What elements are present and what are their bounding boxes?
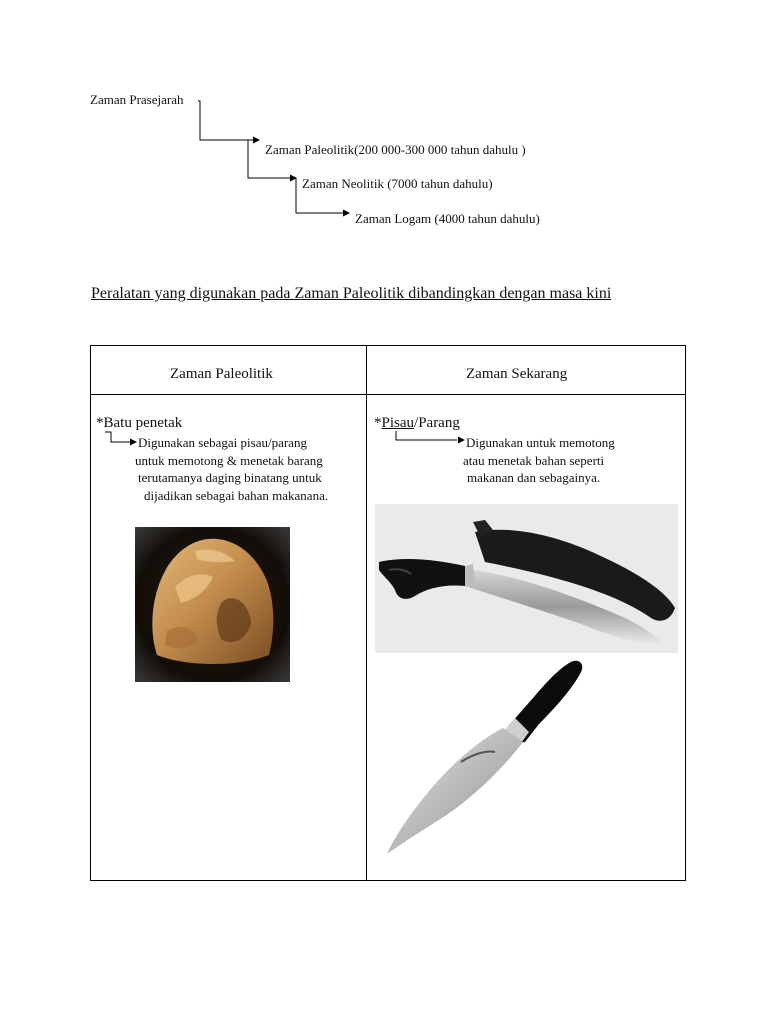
- timeline-connectors: [0, 0, 768, 260]
- desc-line: terutamanya daging binatang untuk: [138, 470, 322, 485]
- arrow-right-icon: [253, 137, 260, 144]
- connector-line: [248, 140, 292, 178]
- parang-image: [375, 504, 678, 653]
- column-header-sekarang: Zaman Sekarang: [466, 366, 568, 382]
- cell-connector-left: [104, 430, 140, 448]
- arrow-right-icon: [130, 439, 137, 446]
- column-header-paleolitik: Zaman Paleolitik: [170, 366, 273, 382]
- arrow-right-icon: [343, 210, 350, 217]
- desc-line: untuk memotong & menetak barang: [135, 453, 323, 468]
- connector-line: [296, 178, 344, 213]
- timeline-item-paleolitik: Zaman Paleolitik(200 000-300 000 tahun dahulu ): [265, 142, 526, 157]
- item-label-pisau: Pisau: [381, 415, 415, 431]
- item-prefix: *: [374, 415, 382, 431]
- timeline-item-neolitik: Zaman Neolitik (7000 tahun dahulu): [302, 176, 493, 191]
- cell-connector-right: [395, 430, 467, 444]
- column-divider: [366, 346, 367, 880]
- header-divider: [91, 394, 685, 395]
- desc-line: atau menetak bahan seperti: [463, 453, 605, 468]
- pisau-image: [383, 658, 588, 858]
- item-prefix: *: [96, 415, 104, 431]
- batu-penetak-image: [135, 527, 290, 682]
- item-separator: /: [414, 415, 419, 431]
- desc-line: dijadikan sebagai bahan makanana.: [144, 488, 329, 503]
- connector-line: [198, 101, 255, 140]
- timeline-root: Zaman Prasejarah: [90, 92, 184, 107]
- desc-line: makanan dan sebagainya.: [467, 470, 601, 485]
- timeline-item-logam: Zaman Logam (4000 tahun dahulu): [355, 211, 540, 226]
- desc-line: Digunakan sebagai pisau/parang: [138, 435, 307, 450]
- desc-line: Digunakan untuk memotong: [466, 435, 615, 450]
- section-heading: Peralatan yang digunakan pada Zaman Paleolitik dibandingkan dengan masa kini: [91, 285, 612, 302]
- arrow-right-icon: [458, 437, 465, 444]
- item-label-parang: Parang: [418, 415, 460, 431]
- item-label: Batu penetak: [103, 415, 183, 431]
